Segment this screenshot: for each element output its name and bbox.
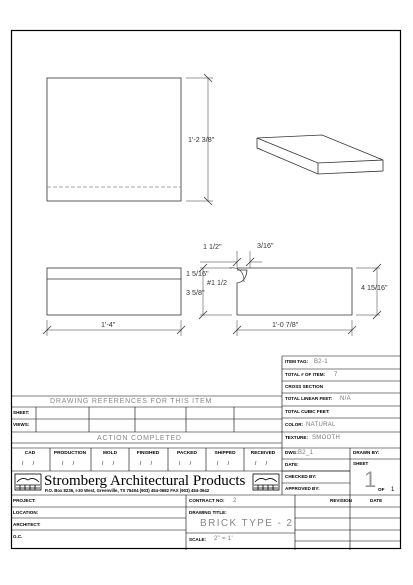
drawing-title-label: DRAWING TITLE: [189,510,227,515]
gc-label: G.C. [13,534,23,539]
phase-packed-date: / / [178,461,196,467]
item-tag-value: B2-1 [314,359,328,365]
total-items-label: TOTAL # OF ITEM: [285,372,326,377]
references-header: DRAWING REFERENCES FOR THIS ITEM [50,398,213,405]
company-name: Stromberg Architectural Products [44,473,246,489]
sheet-num-label: SHEET [353,461,369,466]
approved-by-label: APPROVED BY: [285,486,320,491]
phase-cad: CAD [24,451,36,456]
dwg-label: DWG: [285,450,298,455]
phase-finished-date: / / [139,461,157,467]
date-label: DATE: [285,462,299,467]
phase-production: PRODUCTION [53,451,87,456]
phase-mold-date: / / [101,461,119,467]
architect-label: ARCHITECT: [13,522,41,527]
sheet-number: 1 [364,467,377,492]
item-tag-label: ITEM TAG: [285,359,309,364]
phase-production-date: / / [61,461,79,467]
company-logo-right [253,474,279,490]
side-height-dim: 4 15/16" [361,283,388,292]
scale-label: SCALE: [189,537,207,542]
phase-mold: MOLD [102,451,118,456]
contract-value: 2 [233,498,237,504]
drawn-by-label: DRAWN BY: [353,450,380,455]
company-logo-left [15,474,41,490]
side-depth-top-dim: 1 1/2" [203,242,222,251]
company-address: P.O. Box 8236, I-30 West, Greenville, TX 75404 (903) 454-0682 FAX (903) 454-3642 [45,488,210,493]
side-offset-dim: 3/16" [257,241,274,250]
color-label: COLOR: [285,422,304,427]
revision-label: REVISION [330,498,352,503]
sheet-of-label: OF [378,487,385,492]
project-label: PROJECT: [13,498,36,503]
bottom-width-right-dim: 1'-0 7/8" [272,320,299,329]
phase-received-date: / / [254,461,272,467]
location-label: LOCATION: [13,510,39,515]
texture-label: TEXTURE: [285,435,308,440]
front-height-dim: 1'-2 3/8" [188,135,215,144]
cross-section-label: CROSS SECTION [285,384,324,389]
revision-date-label: DATE [370,498,383,503]
side-mid-dim: 3 5/8" [186,288,205,297]
texture-value: SMOOTH [312,435,341,441]
sheet-label: SHEET: [13,410,30,415]
color-value: NATURAL [306,422,336,428]
checked-by-label: CHECKED BY: [285,474,317,479]
phase-shipped-date: / / [216,461,234,467]
linear-feet-label: TOTAL LINEAR FEET: [285,396,333,401]
sheet-total: 1 [391,487,395,493]
scale-value: 2" = 1' [214,536,233,542]
total-items-value: 7 [334,372,338,378]
side-small-dim: 1 5/16" [186,269,209,278]
iso-view [257,135,383,174]
linear-feet-value: N/A [340,396,351,402]
bottom-width-left-dim: 1'-4" [101,320,116,329]
phase-cad-date: / / [21,461,39,467]
action-completed-header: ACTION COMPLETED [97,435,182,442]
dwg-value: B2_1 [298,450,314,456]
phase-finished: FINISHED [136,451,160,456]
drawing-title-value: BRICK TYPE - 2 [200,518,294,529]
contract-label: CONTRACT NO: [189,498,225,503]
cubic-feet-label: TOTAL CUBIC FEET: [285,409,330,414]
side-small2-dim: #1 1/2 [207,278,227,287]
phase-received: RECEIVED [250,451,276,456]
views-label: VIEWS: [13,422,30,427]
phase-shipped: SHIPPED [214,451,236,456]
phase-packed: PACKED [177,451,197,456]
